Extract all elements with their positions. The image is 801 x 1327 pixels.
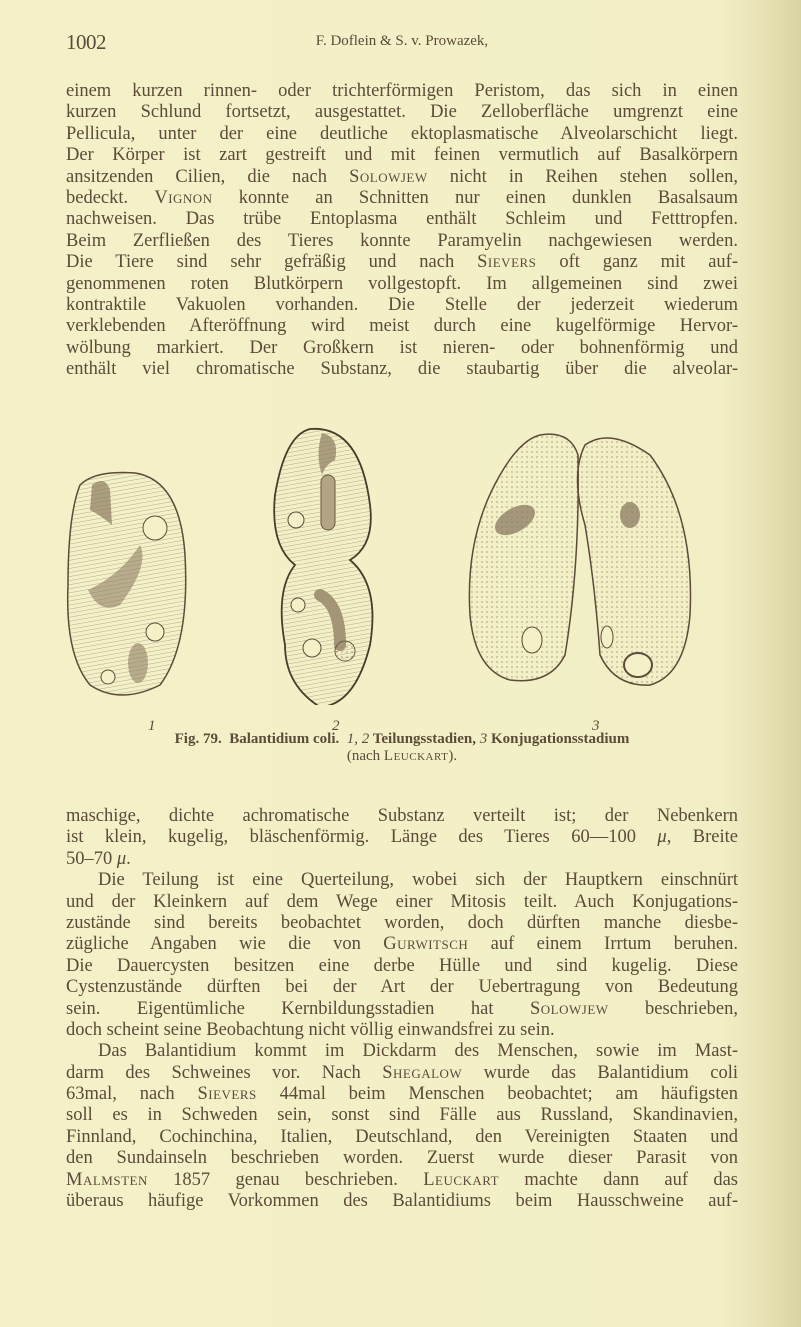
text-segment: maschige, dichte achromatische Substanz verteilt ist; der Nebenkern bbox=[66, 806, 738, 826]
author-name: Gurwitsch bbox=[383, 934, 469, 955]
author-name: Leuckart bbox=[423, 1169, 500, 1190]
text-segment: bedeckt. bbox=[66, 187, 155, 208]
text-line bbox=[66, 892, 738, 913]
text-line bbox=[66, 806, 738, 827]
text-line bbox=[66, 295, 738, 316]
text-line bbox=[66, 102, 738, 123]
text-line bbox=[66, 338, 738, 359]
author-name: Sievers bbox=[477, 252, 537, 273]
text-segment: soll es in Schweden sein, sonst sind Fälle aus Russland, Skandinavien, bbox=[66, 1105, 738, 1126]
text-segment: beschrieben, bbox=[608, 998, 738, 1019]
text-segment: ansitzenden Cilien, die nach bbox=[66, 166, 350, 187]
text-line bbox=[66, 1170, 738, 1191]
text-segment: Die Dauercysten besitzen eine derbe Hülle und sind kugelig. Diese bbox=[66, 955, 738, 976]
text-line bbox=[66, 188, 738, 209]
text-line bbox=[66, 999, 738, 1020]
author-name: Solowjew bbox=[349, 166, 428, 187]
author-name: Sievers bbox=[197, 1084, 257, 1105]
text-line bbox=[66, 913, 738, 934]
text-segment: Der Körper ist zart gestreift und mit feinen vermutlich auf Basalkörpern bbox=[66, 145, 738, 166]
text-segment: enthält viel chromatische Substanz, die staubartig über die alveolar- bbox=[66, 359, 738, 380]
text-segment: verklebenden Afteröffnung wird meist durch eine kugelförmige Hervor- bbox=[66, 316, 738, 337]
caption-source-close: ). bbox=[448, 748, 458, 764]
cell-2-drawing bbox=[274, 429, 372, 705]
text-line bbox=[66, 977, 738, 998]
text-segment: überaus häufige Vorkommen des Balantidiums beim Hausschweine auf- bbox=[66, 1191, 738, 1212]
text-segment: zustände sind bereits beobachtet worden, doch dürften manche diesbe- bbox=[66, 912, 738, 933]
caption-source-author: Leuckart bbox=[383, 748, 449, 764]
text-line bbox=[66, 81, 738, 102]
body-text-top bbox=[66, 81, 738, 380]
text-line bbox=[66, 145, 738, 166]
text-line bbox=[66, 359, 738, 380]
author-name: Shegalow bbox=[382, 1062, 463, 1083]
text-segment: zügliche Angaben wie die von bbox=[66, 934, 384, 955]
text-segment: μ bbox=[116, 848, 127, 869]
text-segment: Das Balantidium kommt im Dickdarm des Menschen, sowie im Mast- bbox=[98, 1041, 738, 1062]
text-segment: ist klein, kugelig, bläschenförmig. Länge des Tieres 60—100 bbox=[66, 827, 658, 848]
figure-label-3: 3 bbox=[592, 718, 600, 734]
text-line bbox=[66, 827, 738, 848]
caption-labels-1-2: 1, 2 bbox=[346, 731, 370, 747]
text-segment: 44mal beim Menschen beobachtet; am häufigsten bbox=[256, 1084, 738, 1105]
text-line bbox=[66, 1127, 738, 1148]
text-segment: nachweisen. Das trübe Entoplasma enthält Schleim und Fetttropfen. bbox=[66, 209, 738, 230]
caption-title: Balantidium coli. bbox=[229, 731, 340, 747]
text-line bbox=[66, 1063, 738, 1084]
text-segment: machte dann auf das bbox=[499, 1169, 738, 1190]
text-segment: konnte an Schnitten nur einen dunklen Basalsaum bbox=[212, 187, 738, 208]
text-line bbox=[66, 274, 738, 295]
text-line bbox=[66, 956, 738, 977]
text-line bbox=[66, 1084, 738, 1105]
text-line bbox=[66, 231, 738, 252]
caption-source-open: (nach bbox=[346, 748, 384, 764]
text-segment: wölbung markiert. Der Großkern ist nieren- oder bohnenförmig und bbox=[66, 337, 738, 358]
text-segment: Die Tiere sind sehr gefräßig und nach bbox=[66, 252, 478, 273]
figure-label-2: 2 bbox=[332, 718, 340, 734]
text-segment: Finnland, Cochinchina, Italien, Deutschland, den Vereinigten Staaten und bbox=[66, 1126, 738, 1147]
text-segment: 63mal, nach bbox=[66, 1084, 198, 1105]
author-name: Vignon bbox=[154, 187, 213, 208]
text-line bbox=[66, 934, 738, 955]
page-header bbox=[66, 30, 738, 56]
text-segment: kontraktile Vakuolen vorhanden. Die Stelle der jederzeit wiederum bbox=[66, 294, 738, 315]
text-line bbox=[66, 1041, 738, 1062]
caption-text-2: Konjugationsstadium bbox=[487, 731, 630, 747]
caption-label-3: 3 bbox=[479, 731, 488, 747]
text-line bbox=[66, 849, 738, 870]
text-segment: oft ganz mit auf- bbox=[536, 252, 739, 273]
text-segment: Pellicula, unter der eine deutliche ektoplasmatische Alveolarschicht liegt. bbox=[66, 123, 738, 144]
text-segment: sein. Eigentümliche Kernbildungsstadien hat bbox=[66, 998, 530, 1019]
text-segment: genommenen roten Blutkörpern vollgestopft. Im allgemeinen sind zwei bbox=[66, 273, 738, 294]
text-segment: μ bbox=[657, 827, 667, 848]
text-segment: Beim Zerfließen des Tieres konnte Paramyelin nachgewiesen werden. bbox=[66, 230, 738, 251]
author-name: Solowjew bbox=[529, 998, 609, 1019]
cell-3-drawing bbox=[469, 434, 690, 685]
author-name: Malmsten bbox=[66, 1169, 148, 1190]
text-line bbox=[66, 316, 738, 337]
page-number: 1002 bbox=[66, 30, 106, 54]
text-segment: den Sundainseln beschrieben worden. Zuerst wurde dieser Parasit von bbox=[66, 1148, 738, 1169]
text-segment: auf einem Irrtum beruhen. bbox=[468, 934, 738, 955]
text-segment: nicht in Reihen stehen sollen, bbox=[427, 166, 738, 187]
running-title: F. Doflein & S. v. Prowazek, bbox=[315, 33, 489, 49]
text-segment: Die Teilung ist eine Querteilung, wobei sich der Hauptkern einschnürt bbox=[98, 870, 738, 891]
text-segment: einem kurzen rinnen- oder trichterförmigen Peristom, das sich in einen bbox=[66, 81, 738, 101]
text-line bbox=[66, 124, 738, 145]
text-line bbox=[66, 167, 738, 188]
text-line bbox=[66, 1148, 738, 1169]
caption-text-1: Teilungsstadien, bbox=[369, 731, 480, 747]
caption-figure-number: Fig. 79. bbox=[174, 731, 222, 747]
text-segment: Cystenzustände dürften bei der Art der Uebertragung von Bedeutung bbox=[66, 977, 738, 998]
text-line bbox=[66, 1191, 738, 1212]
text-segment: darm des Schweines vor. Nach bbox=[66, 1062, 383, 1083]
figure-balantidium-coli bbox=[40, 415, 760, 734]
text-segment: doch scheint seine Beobachtung nicht völlig einwandsfrei zu sein. bbox=[66, 1019, 555, 1040]
body-text-bottom bbox=[66, 806, 738, 1212]
text-segment: 1857 genau beschrieben. bbox=[147, 1169, 424, 1190]
text-line bbox=[66, 209, 738, 230]
text-segment: und der Kleinkern auf dem Wege einer Mitosis teilt. Auch Konjugations- bbox=[66, 891, 738, 912]
text-line bbox=[66, 1020, 738, 1041]
text-segment: kurzen Schlund fortsetzt, ausgestattet. Die Zelloberfläche umgrenzt eine bbox=[66, 102, 738, 123]
text-segment: . bbox=[126, 848, 131, 869]
figure-illustration bbox=[40, 415, 760, 705]
text-line bbox=[66, 1105, 738, 1126]
figure-caption bbox=[66, 731, 738, 765]
text-line bbox=[66, 870, 738, 891]
text-line bbox=[66, 252, 738, 273]
figure-label-1: 1 bbox=[148, 718, 156, 734]
text-segment: wurde das Balantidium coli bbox=[462, 1062, 738, 1083]
text-segment: 50–70 bbox=[66, 848, 117, 869]
text-segment: , Breite bbox=[666, 827, 738, 848]
cell-1-drawing bbox=[68, 473, 186, 696]
